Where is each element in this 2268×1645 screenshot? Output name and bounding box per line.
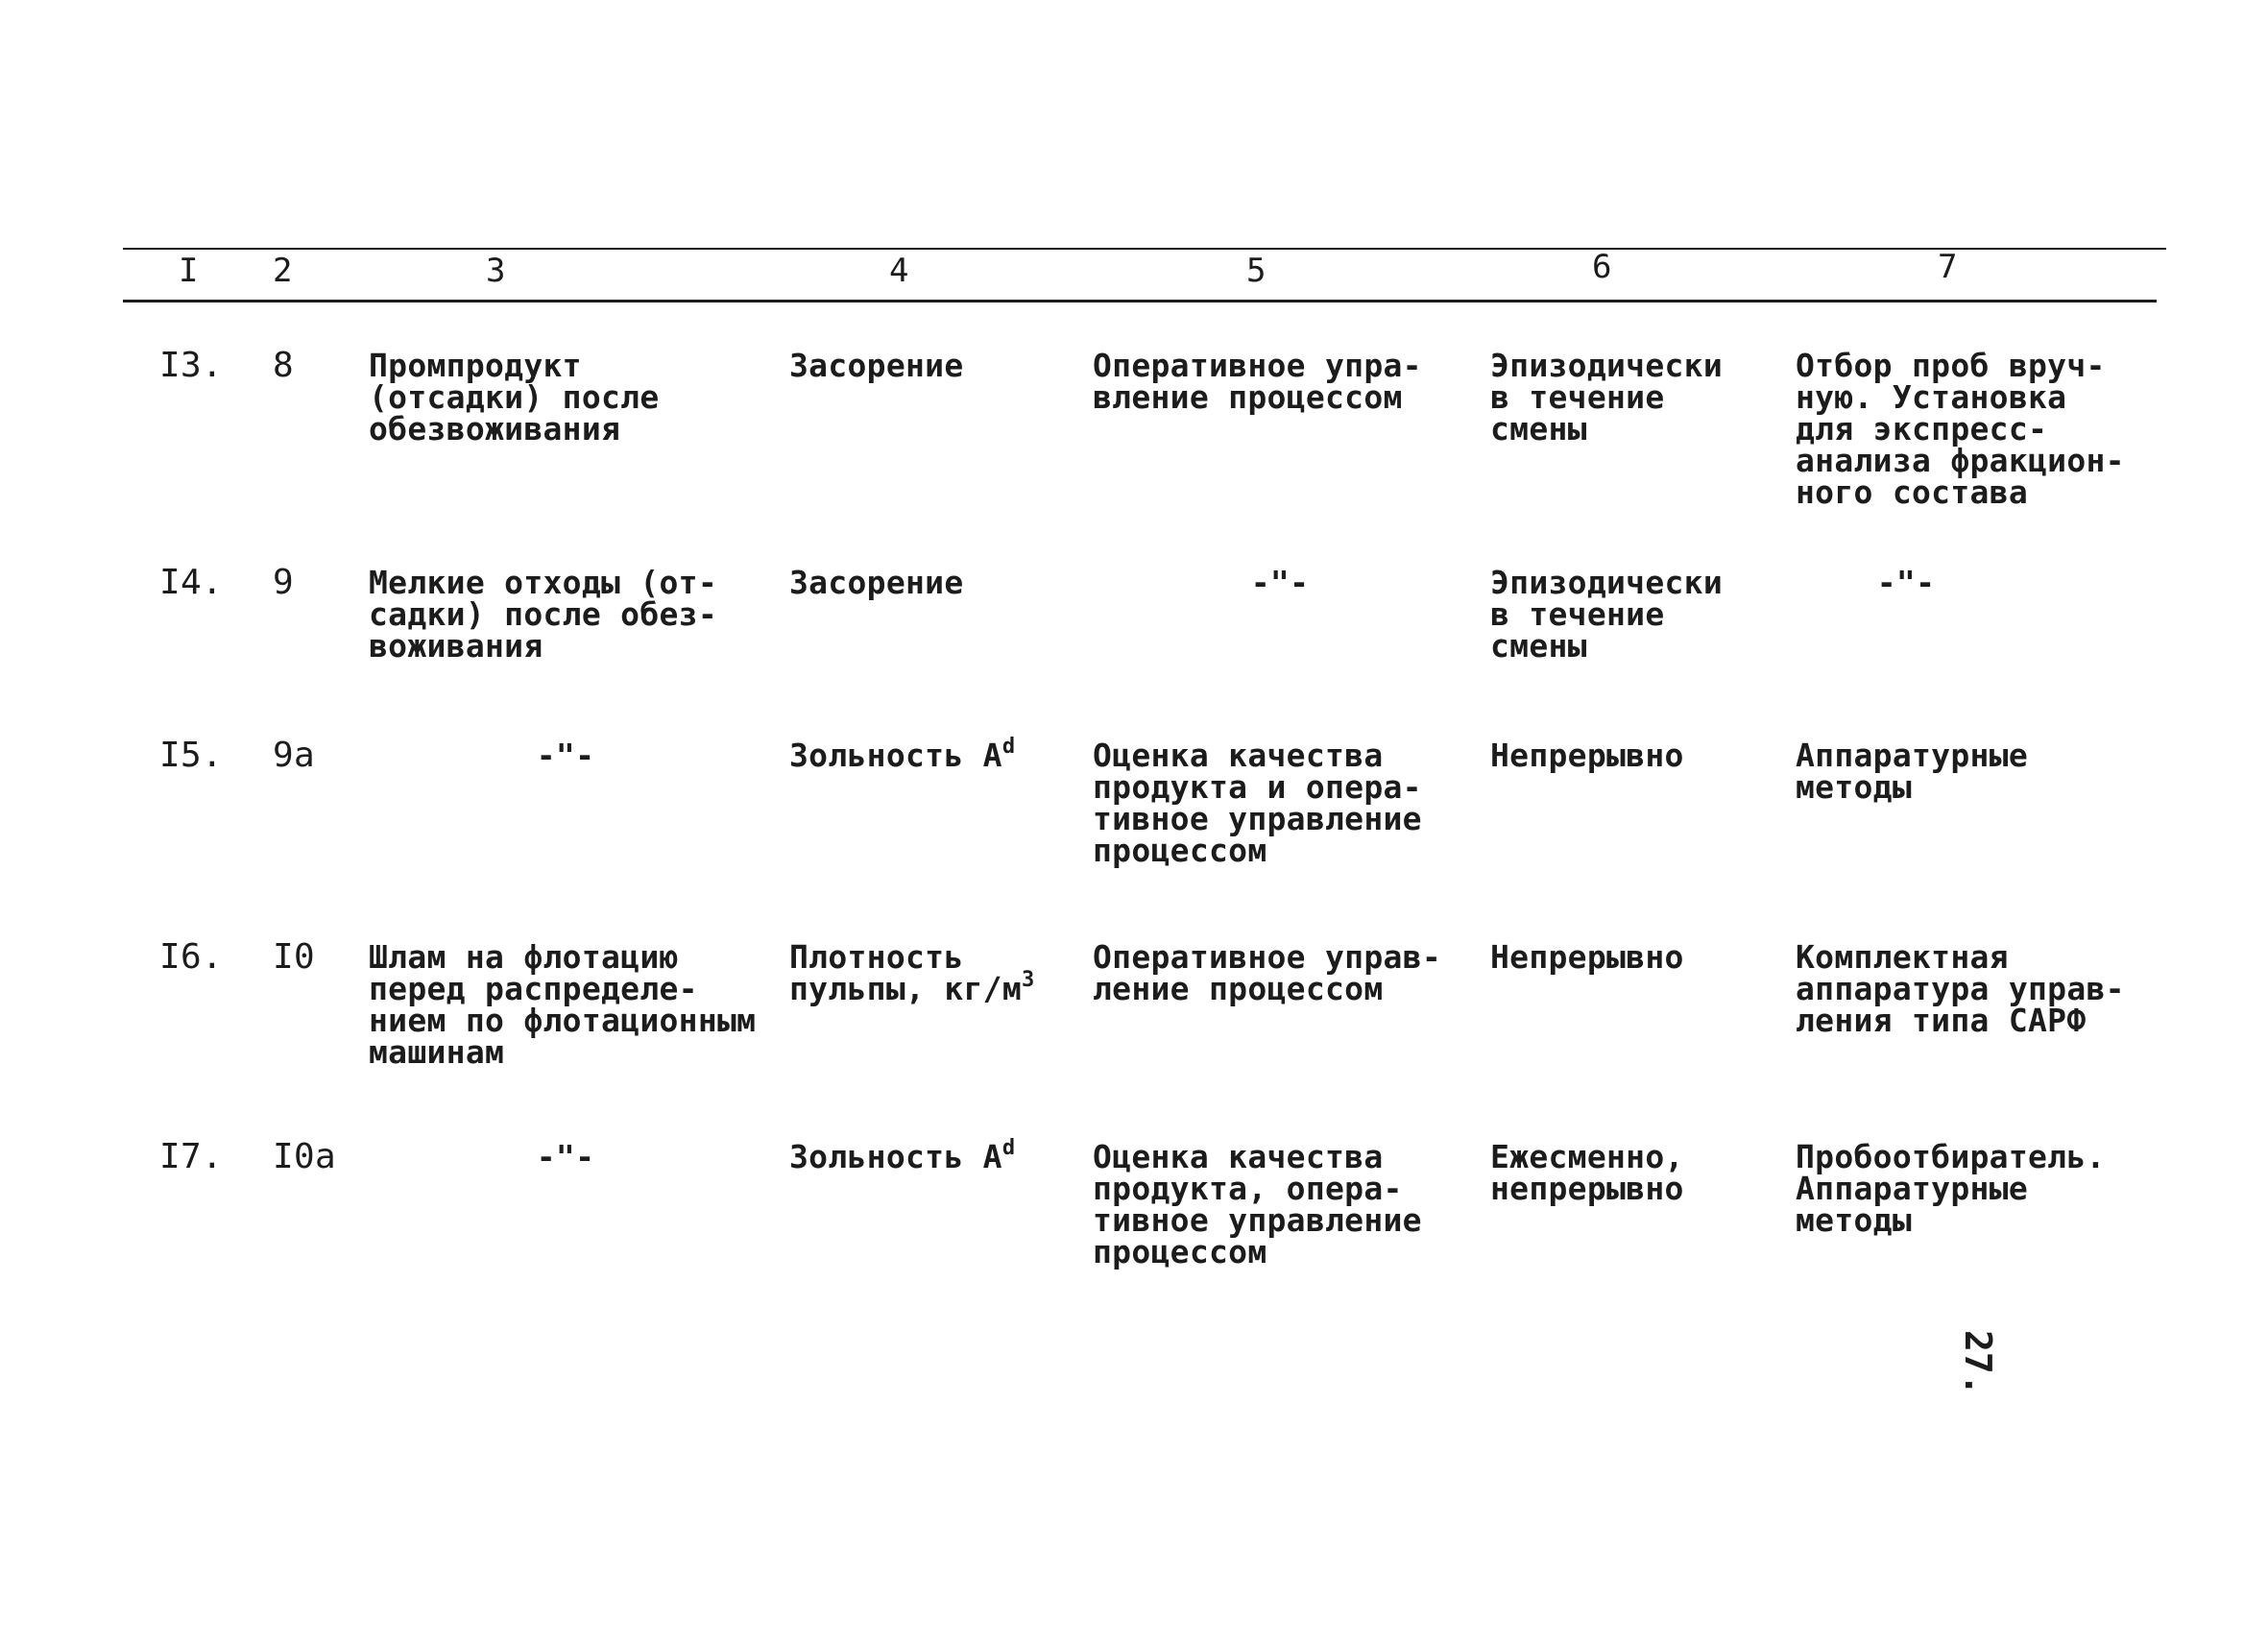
control-frequency: Непрерывно	[1490, 737, 1684, 774]
control-frequency: Ежесменно, непрерывно	[1490, 1138, 1684, 1207]
control-parameter: Зольность $A^d$	[789, 1136, 1016, 1175]
row-number: I6.	[159, 937, 223, 977]
control-object: -"-	[536, 737, 595, 774]
sampling-point: 9а	[273, 736, 315, 775]
column-header-4: 4	[889, 252, 909, 290]
control-parameter: Засорение	[789, 564, 964, 601]
control-frequency: Эпизодически в течение смены	[1490, 347, 1724, 448]
control-method: Аппаратурные методы	[1796, 737, 2029, 806]
control-method: Отбор проб вруч- ную. Установка для экспресс- анализа фракцион- ного состава	[1796, 347, 2125, 511]
control-purpose: Оценка качества продукта, опера- тивное управление процессом	[1093, 1138, 1422, 1270]
sampling-point: I0	[273, 937, 315, 977]
control-purpose: -"-	[1250, 564, 1310, 601]
control-method: -"-	[1876, 564, 1936, 601]
column-header-6: 6	[1592, 248, 1612, 286]
column-header-5: 5	[1246, 252, 1267, 290]
table-top-rule	[123, 248, 2166, 250]
column-header-2: 2	[273, 252, 293, 290]
table-header-rule	[123, 300, 2157, 302]
control-method: Пробоотбиратель. Аппаратурные методы	[1796, 1138, 2106, 1239]
column-header-7: 7	[1938, 248, 1958, 286]
control-object: Промпродукт (отсадки) после обезвоживания	[369, 347, 660, 448]
control-object: Шлам на флотацию перед распределе- нием по флотационным машинам	[369, 938, 757, 1071]
control-purpose: Оперативное управ- ление процессом	[1093, 938, 1442, 1007]
control-frequency: Эпизодически в течение смены	[1490, 564, 1724, 665]
control-frequency: Непрерывно	[1490, 938, 1684, 976]
sampling-point: 9	[273, 563, 294, 602]
control-parameter: Плотность пульпы, $кг/м^3$	[789, 938, 1035, 1007]
control-parameter: Засорение	[789, 347, 964, 384]
sampling-point: I0а	[273, 1137, 336, 1176]
control-method: Комплектная аппаратура управ- ления типа САРФ	[1796, 938, 2125, 1039]
page-number: 27.	[1957, 1330, 1999, 1396]
row-number: I7.	[159, 1137, 223, 1176]
control-object: -"-	[536, 1138, 595, 1175]
row-number: I3.	[159, 346, 223, 385]
column-header-1: I	[179, 252, 199, 290]
column-header-3: 3	[486, 252, 506, 290]
control-parameter: Зольность $A^d$	[789, 735, 1016, 774]
sampling-point: 8	[273, 346, 294, 385]
row-number: I4.	[159, 563, 223, 602]
row-number: I5.	[159, 736, 223, 775]
control-object: Мелкие отходы (от- садки) после обез- воживания	[369, 564, 718, 665]
control-purpose: Оперативное упра- вление процессом	[1093, 347, 1422, 416]
control-purpose: Оценка качества продукта и опера- тивное управление процессом	[1093, 737, 1422, 869]
